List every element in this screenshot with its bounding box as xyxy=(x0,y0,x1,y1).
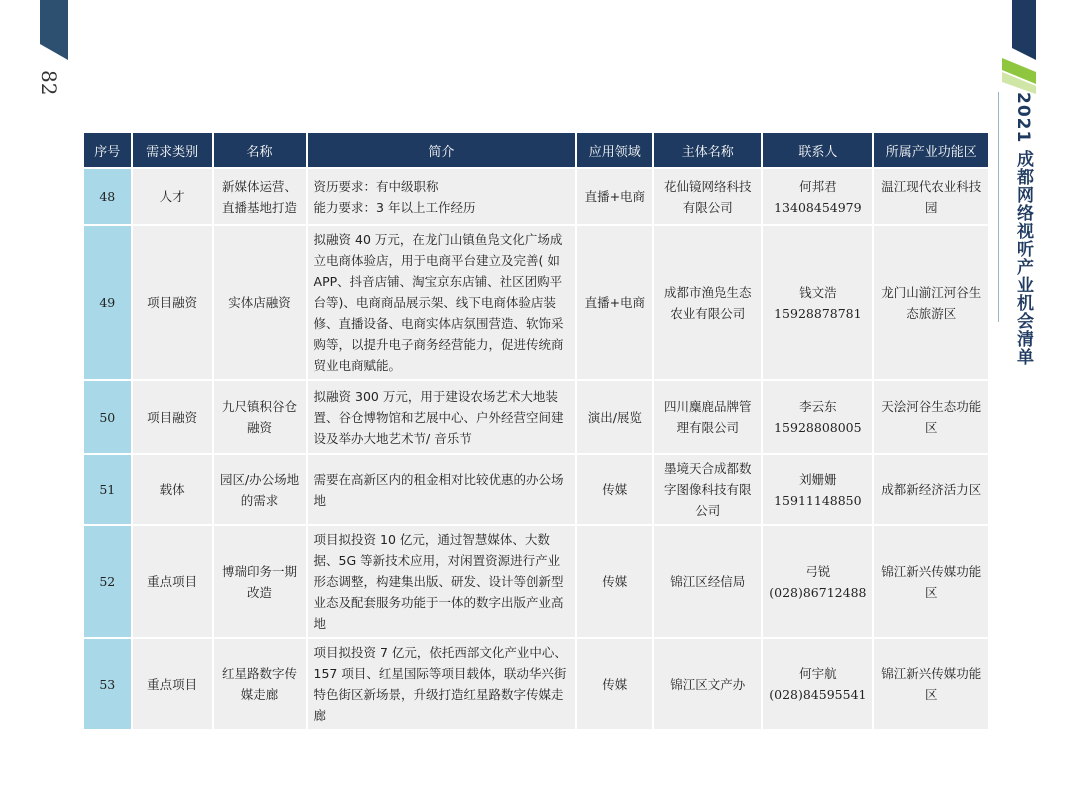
row-organization: 墨境天合成都数字图像科技有限公司 xyxy=(654,455,761,524)
row-contact xyxy=(763,639,872,729)
contact-phone: 15928808005 xyxy=(774,420,862,435)
row-description: 项目拟投资 10 亿元，通过智慧媒体、大数据、5G 等新技术应用，对闲置资源进行产业形态调整，构建集出版、研发、设计等创新型业态及配套服务功能于一体的数字出版产业高地 xyxy=(308,526,576,637)
header-description: 简介 xyxy=(308,133,576,167)
table-row xyxy=(84,639,988,729)
row-field: 传媒 xyxy=(577,639,652,729)
row-industrial-zone: 温江现代农业科技园 xyxy=(874,169,988,224)
row-name: 博瑞印务一期改造 xyxy=(214,526,306,637)
page-number: 82 xyxy=(37,70,61,96)
row-description: 项目拟投资 7 亿元，依托西部文化产业中心、157 项目、红星国际等项目载体，联动华兴街特色街区新场景，升级打造红星路数字传媒走廊 xyxy=(308,639,576,729)
row-contact xyxy=(763,381,872,453)
row-name: 实体店融资 xyxy=(214,226,306,379)
row-organization: 花仙镜网络科技有限公司 xyxy=(654,169,761,224)
row-contact xyxy=(763,169,872,224)
row-industrial-zone: 锦江新兴传媒功能区 xyxy=(874,639,988,729)
side-title-divider xyxy=(998,92,999,322)
contact-name: 李云东 xyxy=(799,399,837,414)
header-industrial-zone: 所属产业功能区 xyxy=(874,133,988,167)
row-demand-type: 人才 xyxy=(133,169,212,224)
contact-name: 弓锐 xyxy=(805,563,831,579)
row-index: 53 xyxy=(84,639,131,729)
row-field: 传媒 xyxy=(577,526,652,637)
opportunity-table xyxy=(82,131,990,731)
row-field: 传媒 xyxy=(577,455,652,524)
contact-name: 何宇航 xyxy=(799,666,837,681)
table-row xyxy=(84,526,988,637)
row-field: 演出/展览 xyxy=(577,381,652,453)
row-field: 直播+电商 xyxy=(577,226,652,379)
table-row xyxy=(84,455,988,524)
contact-phone: 13408454979 xyxy=(774,199,862,215)
side-title: 2021 成都网络视听产业机会清单 xyxy=(1013,92,1033,367)
header-index: 序号 xyxy=(84,133,131,167)
row-index: 51 xyxy=(84,455,131,524)
row-demand-type: 项目融资 xyxy=(133,226,212,379)
row-name: 新媒体运营、直播基地打造 xyxy=(214,169,306,224)
row-name: 园区/办公场地的需求 xyxy=(214,455,306,524)
row-organization: 成都市渔凫生态农业有限公司 xyxy=(654,226,761,379)
table-body xyxy=(84,169,988,729)
row-index: 50 xyxy=(84,381,131,453)
contact-phone: 15911148850 xyxy=(774,492,862,508)
top-right-ribbon-decoration xyxy=(1002,0,1036,100)
row-name: 九尺镇积谷仓融资 xyxy=(214,381,306,453)
row-industrial-zone: 天浍河谷生态功能区 xyxy=(874,381,988,453)
table-row xyxy=(84,381,988,453)
row-industrial-zone: 锦江新兴传媒功能区 xyxy=(874,526,988,637)
row-index: 49 xyxy=(84,226,131,379)
header-contact: 联系人 xyxy=(763,133,872,167)
row-organization: 四川麋鹿品牌管理有限公司 xyxy=(654,381,761,453)
row-demand-type: 重点项目 xyxy=(133,526,212,637)
header-organization: 主体名称 xyxy=(654,133,761,167)
contact-name: 刘姗姗 xyxy=(799,471,837,487)
contact-name: 钱文浩 xyxy=(799,284,837,300)
row-demand-type: 项目融资 xyxy=(133,381,212,453)
table-header xyxy=(84,133,988,167)
top-left-ribbon-decoration xyxy=(40,0,68,60)
row-demand-type: 重点项目 xyxy=(133,639,212,729)
contact-phone: 15928878781 xyxy=(774,305,862,321)
contact-phone: (028)84595541 xyxy=(769,687,867,702)
row-contact xyxy=(763,455,872,524)
contact-name: 何邦君 xyxy=(799,178,837,194)
row-index: 48 xyxy=(84,169,131,224)
header-demand-type: 需求类别 xyxy=(133,133,212,167)
row-description: 资历要求：有中级职称 能力要求：3 年以上工作经历 xyxy=(308,169,576,224)
row-index: 52 xyxy=(84,526,131,637)
row-organization: 锦江区文产办 xyxy=(654,639,761,729)
row-description: 需要在高新区内的租金相对比较优惠的办公场地 xyxy=(308,455,576,524)
table-row xyxy=(84,226,988,379)
header-field: 应用领域 xyxy=(577,133,652,167)
row-contact xyxy=(763,226,872,379)
row-description: 拟融资 40 万元，在龙门山镇鱼凫文化广场成立电商体验店，用于电商平台建立及完善( 如 APP、抖音店铺、淘宝京东店铺、社区团购平台等)、电商商品展示架、线下电商体验店装修、直播设备、电商实体店氛围营造、软饰采购等，以提升电子商务经营能力，促进传统商贸业电商赋能。 xyxy=(308,226,576,379)
row-demand-type: 载体 xyxy=(133,455,212,524)
row-field: 直播+电商 xyxy=(577,169,652,224)
row-name: 红星路数字传媒走廊 xyxy=(214,639,306,729)
row-description: 拟融资 300 万元，用于建设农场艺术大地装置、谷仓博物馆和艺展中心、户外经营空间建设及举办大地艺术节/ 音乐节 xyxy=(308,381,576,453)
row-industrial-zone: 龙门山湔江河谷生态旅游区 xyxy=(874,226,988,379)
contact-phone: (028)86712488 xyxy=(769,584,867,600)
row-contact xyxy=(763,526,872,637)
table-row xyxy=(84,169,988,224)
row-industrial-zone: 成都新经济活力区 xyxy=(874,455,988,524)
header-name: 名称 xyxy=(214,133,306,167)
row-organization: 锦江区经信局 xyxy=(654,526,761,637)
